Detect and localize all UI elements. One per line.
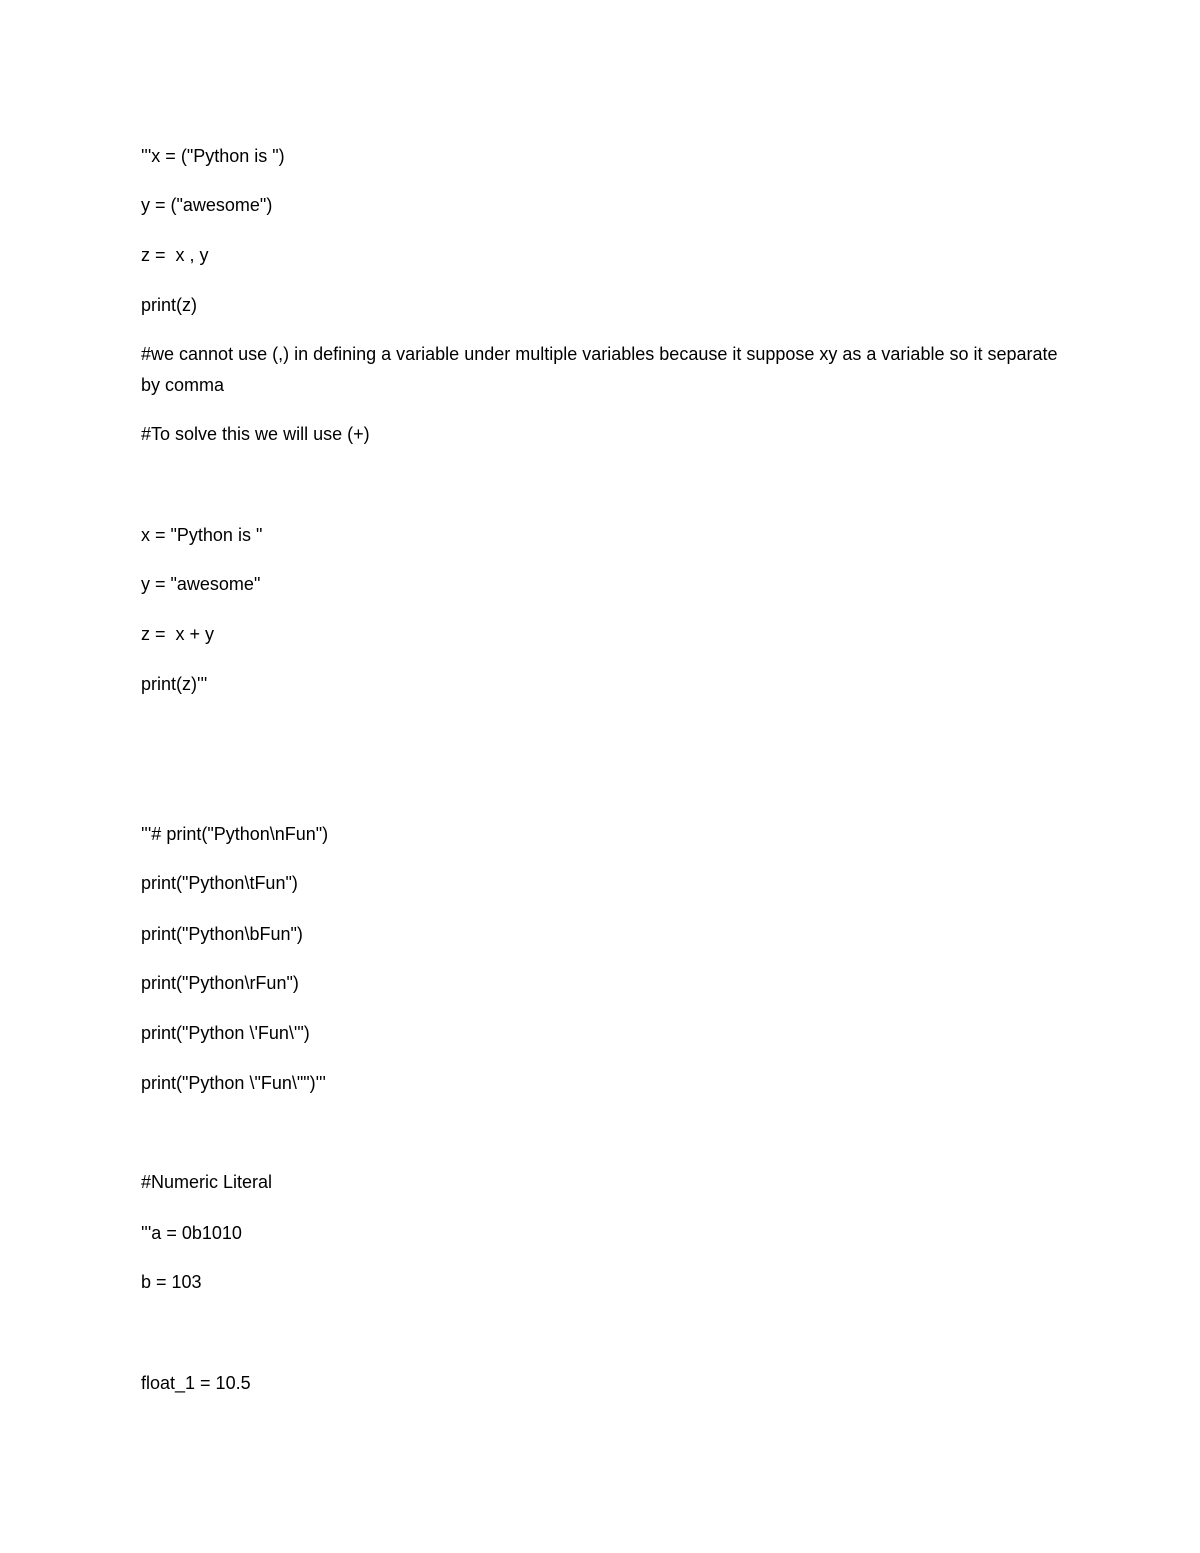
code-line: '''x = ("Python is "): [141, 146, 285, 166]
code-line: x = "Python is ": [141, 525, 263, 545]
code-line: z = x + y: [141, 624, 215, 644]
comment-paragraph: #we cannot use (,) in defining a variable under multiple variables because it suppose xy as a variable so it separate by comma: [141, 344, 1063, 395]
comment-line: #Numeric Literal: [141, 1172, 273, 1192]
code-line: z = x , y: [141, 245, 209, 265]
code-line: '''# print("Python\nFun"): [141, 824, 329, 844]
code-line: print("Python\bFun"): [141, 924, 303, 944]
code-line: print("Python\tFun"): [141, 873, 298, 893]
code-line: print("Python\rFun"): [141, 973, 299, 993]
code-line: float_1 = 10.5: [141, 1373, 251, 1393]
code-line: print("Python \'Fun\'"): [141, 1023, 310, 1043]
comment-line: #To solve this we will use (+): [141, 424, 370, 444]
code-line: print("Python \"Fun\"")''': [141, 1073, 326, 1093]
code-line: print(z): [141, 295, 198, 315]
code-line: '''a = 0b1010: [141, 1223, 242, 1243]
code-line: y = "awesome": [141, 574, 261, 594]
code-line: y = ("awesome"): [141, 195, 273, 215]
code-line: b = 103: [141, 1272, 202, 1292]
code-line: print(z)''': [141, 674, 208, 694]
